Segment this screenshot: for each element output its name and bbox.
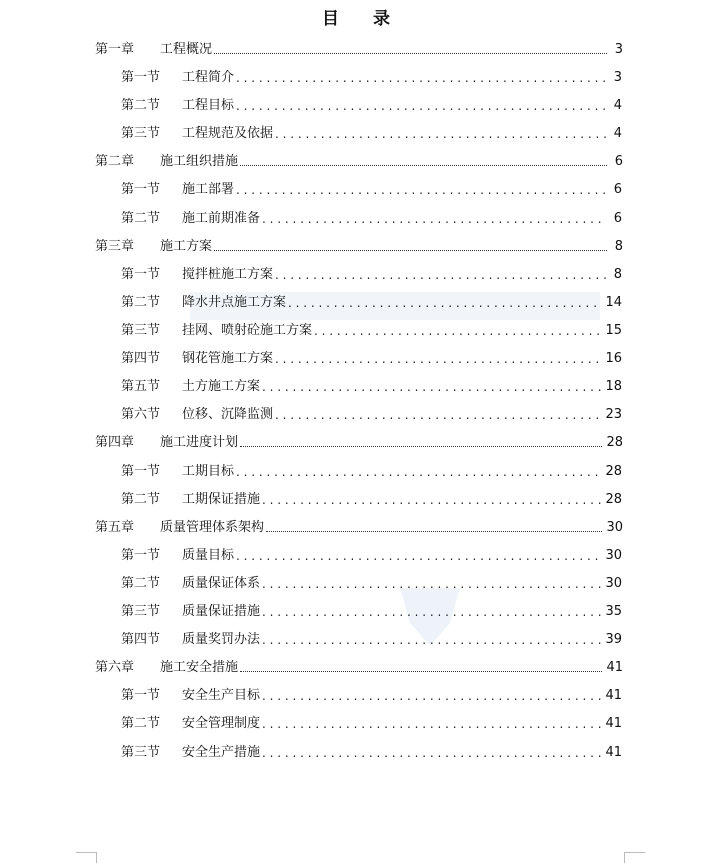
section-title: 土方施工方案 [182, 379, 261, 394]
toc-chapter-entry[interactable] [95, 150, 623, 170]
page-corner-right [624, 852, 645, 863]
page-number: 3 [613, 70, 622, 85]
dot-leader [262, 492, 601, 508]
toc-chapter-entry[interactable] [95, 431, 623, 451]
toc-section-entry[interactable] [121, 460, 622, 480]
dot-leader [236, 70, 606, 86]
page-number: 23 [605, 407, 622, 422]
section-number: 第二节 [121, 576, 161, 591]
section-number: 第一节 [121, 464, 161, 479]
dot-leader [314, 323, 601, 339]
toc-section-entry[interactable] [121, 94, 622, 114]
section-number: 第二节 [121, 98, 161, 113]
section-title: 安全生产措施 [182, 745, 261, 760]
section-title: 质量保证体系 [182, 576, 261, 591]
page-number: 28 [605, 464, 622, 479]
section-number: 第一节 [121, 688, 161, 703]
toc-section-entry[interactable] [121, 319, 622, 339]
dot-leader [275, 267, 606, 283]
toc-section-entry[interactable] [121, 684, 622, 704]
toc-section-entry[interactable] [121, 347, 622, 367]
dot-leader [288, 295, 601, 311]
chapter-number: 第一章 [95, 42, 135, 57]
page-number: 6 [614, 154, 623, 169]
chapter-title: 施工进度计划 [160, 435, 239, 450]
section-title: 安全管理制度 [182, 716, 261, 731]
section-number: 第四节 [121, 351, 161, 366]
section-title: 搅拌桩施工方案 [182, 267, 274, 282]
page-number: 14 [605, 295, 622, 310]
dot-leader [214, 53, 607, 54]
dot-leader [236, 548, 601, 564]
section-number: 第二节 [121, 492, 161, 507]
toc-section-entry[interactable] [121, 66, 622, 86]
page-number: 18 [605, 379, 622, 394]
section-number: 第三节 [121, 745, 161, 760]
dot-leader [275, 351, 601, 367]
dot-leader [236, 98, 606, 114]
chapter-number: 第六章 [95, 660, 135, 675]
section-title: 质量保证措施 [182, 604, 261, 619]
toc-chapter-entry[interactable] [95, 235, 623, 255]
dot-leader [275, 407, 601, 423]
dot-leader [236, 182, 606, 198]
page-number: 41 [605, 745, 622, 760]
page-number: 41 [606, 660, 623, 675]
section-number: 第三节 [121, 323, 161, 338]
page-number: 8 [614, 239, 623, 254]
section-title: 工期目标 [182, 464, 235, 479]
section-title: 工程规范及依据 [182, 126, 274, 141]
toc-title: 目 录 [322, 9, 404, 29]
toc-section-entry[interactable] [121, 741, 622, 761]
page-number: 28 [605, 492, 622, 507]
page-number: 30 [605, 576, 622, 591]
page-number: 35 [605, 604, 622, 619]
section-number: 第四节 [121, 632, 161, 647]
section-number: 第一节 [121, 182, 161, 197]
section-number: 第一节 [121, 70, 161, 85]
chapter-title: 施工安全措施 [160, 660, 239, 675]
section-title: 挂网、喷射砼施工方案 [182, 323, 313, 338]
dot-leader [262, 688, 601, 704]
chapter-number: 第四章 [95, 435, 135, 450]
toc-section-entry[interactable] [121, 572, 622, 592]
section-number: 第三节 [121, 126, 161, 141]
section-title: 工程简介 [182, 70, 235, 85]
section-title: 质量目标 [182, 548, 235, 563]
toc-chapter-entry[interactable] [95, 656, 623, 676]
dot-leader [262, 632, 601, 648]
toc-section-entry[interactable] [121, 122, 622, 142]
toc-section-entry[interactable] [121, 544, 622, 564]
page-corner-left [76, 852, 97, 863]
dot-leader [240, 671, 602, 672]
dot-leader [240, 165, 607, 166]
toc-section-entry[interactable] [121, 488, 622, 508]
section-title: 钢花管施工方案 [182, 351, 274, 366]
section-number: 第一节 [121, 267, 161, 282]
toc-chapter-entry[interactable] [95, 516, 623, 536]
toc-chapter-entry[interactable] [95, 38, 623, 58]
chapter-number: 第二章 [95, 154, 135, 169]
section-number: 第三节 [121, 604, 161, 619]
chapter-number: 第五章 [95, 520, 135, 535]
dot-leader [262, 211, 606, 227]
toc-section-entry[interactable] [121, 207, 622, 227]
dot-leader [262, 716, 601, 732]
section-number: 第二节 [121, 716, 161, 731]
section-title: 施工部署 [182, 182, 235, 197]
section-number: 第五节 [121, 379, 161, 394]
page-number: 39 [605, 632, 622, 647]
page-number: 4 [613, 126, 622, 141]
chapter-title: 工程概况 [160, 42, 213, 57]
section-title: 工程目标 [182, 98, 235, 113]
section-title: 位移、沉降监测 [182, 407, 274, 422]
section-number: 第二节 [121, 211, 161, 226]
chapter-title: 施工方案 [160, 239, 213, 254]
page-number: 16 [605, 351, 622, 366]
chapter-title: 质量管理体系架构 [160, 520, 265, 535]
page-number: 6 [613, 211, 622, 226]
chapter-number: 第三章 [95, 239, 135, 254]
dot-leader [262, 379, 601, 395]
toc-section-entry[interactable] [121, 628, 622, 648]
section-title: 降水井点施工方案 [182, 295, 287, 310]
page-number: 3 [614, 42, 623, 57]
toc-section-entry[interactable] [121, 263, 622, 283]
page-number: 8 [613, 267, 622, 282]
section-number: 第一节 [121, 548, 161, 563]
page-number: 30 [606, 520, 623, 535]
dot-leader [240, 446, 602, 447]
toc-section-entry[interactable] [121, 600, 622, 620]
page-number: 28 [606, 435, 623, 450]
dot-leader [262, 745, 601, 761]
chapter-title: 施工组织措施 [160, 154, 239, 169]
dot-leader [262, 604, 601, 620]
dot-leader [262, 576, 601, 592]
section-title: 工期保证措施 [182, 492, 261, 507]
page-number: 41 [605, 688, 622, 703]
toc-section-entry[interactable] [121, 712, 622, 732]
section-title: 质量奖罚办法 [182, 632, 261, 647]
page-number: 15 [605, 323, 622, 338]
page-number: 6 [613, 182, 622, 197]
dot-leader [214, 250, 607, 251]
toc-section-entry[interactable] [121, 375, 622, 395]
toc-section-entry[interactable] [121, 291, 622, 311]
section-title: 施工前期准备 [182, 211, 261, 226]
page-number: 30 [605, 548, 622, 563]
page-number: 41 [605, 716, 622, 731]
section-title: 安全生产目标 [182, 688, 261, 703]
dot-leader [275, 126, 606, 142]
dot-leader [236, 464, 601, 480]
toc-section-entry[interactable] [121, 403, 622, 423]
section-number: 第二节 [121, 295, 161, 310]
dot-leader [266, 531, 602, 532]
section-number: 第六节 [121, 407, 161, 422]
toc-section-entry[interactable] [121, 178, 622, 198]
page-number: 4 [613, 98, 622, 113]
